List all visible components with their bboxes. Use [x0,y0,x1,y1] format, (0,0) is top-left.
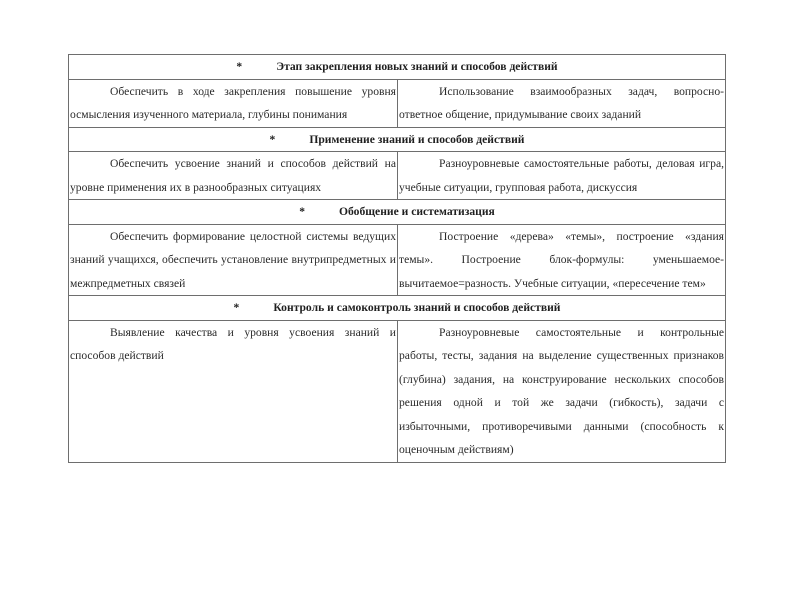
section-header-cell [69,127,726,152]
methods-text: Разноуровневые самостоятельные работы, деловая игра, учебные ситуации, групповая работа, дискуссия [399,157,725,194]
methods-cell [398,224,726,296]
section-title: Применение знаний и способов действий [309,132,525,146]
goal-cell [69,320,398,462]
goal-cell [69,224,398,296]
methods-text: Использование взаимообразных задач, вопросно-ответное общение, придумывание своих заданий [399,84,725,121]
section-header-control [69,296,726,321]
methods-text: Разноуровневые самостоятельные и контрольные работы, тесты, задания на выделение существенных признаков (глубина) задания, на конструирование нескольких способов решения одной и той же задачи (гибкость), задачи с избыточными, противоречивыми данными (способность к оценочным действиям) [399,325,725,456]
section-header-cell [69,200,726,225]
goal-cell [69,152,398,200]
section-header-cell [69,296,726,321]
goal-text: Выявление качества и уровня усвоения знаний и способов действий [70,325,396,362]
methods-cell [398,79,726,127]
section-title: Этап закрепления новых знаний и способов действий [276,60,558,73]
table-row [69,224,726,296]
goal-text: Обеспечить формирование целостной системы ведущих знаний учащихся, обеспечить установление внутрипредметных и межпредметных связей [70,229,396,290]
lesson-stages-table [68,54,726,463]
bullet-star-icon: * [233,301,240,314]
section-header-consolidation [69,55,726,80]
bullet-star-icon: * [269,132,276,146]
methods-cell [398,152,726,200]
table-row [69,320,726,462]
goal-text: Обеспечить усвоение знаний и способов действий на уровне применения их в разнообразных ситуациях [70,157,396,194]
section-header-application [69,127,726,152]
bullet-star-icon: * [299,205,306,218]
section-header-cell [69,55,726,80]
bullet-star-icon: * [236,60,243,73]
section-title: Контроль и самоконтроль знаний и способов действий [273,301,561,314]
goal-cell [69,79,398,127]
section-title: Обобщение и систематизация [339,205,495,218]
table-row [69,152,726,200]
methods-cell [398,320,726,462]
methods-text: Построение «дерева» «темы», построение «здания темы». Построение блок-формулы: уменьшаемое-вычитаемое=разность. Учебные ситуации, «пересечение тем» [399,229,725,290]
goal-text: Обеспечить в ходе закрепления повышение уровня осмысления изученного материала, глубины понимания [70,84,396,121]
section-header-generalization [69,200,726,225]
table-row [69,79,726,127]
